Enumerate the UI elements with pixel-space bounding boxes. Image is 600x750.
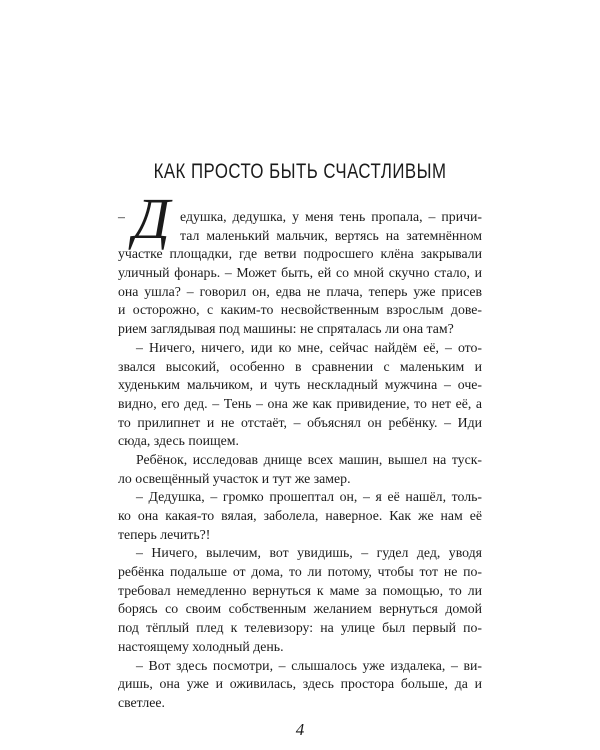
text-line: – Вот здесь посмотри, – слышалось уже издалека, – ви- [136, 657, 482, 673]
chapter-title: КАК ПРОСТО БЫТЬ СЧАСТЛИВЫМ [153, 160, 447, 183]
text-line: участке площадки, где ветви подросшего клёна закрывали [118, 246, 482, 262]
text-line: – Ничего, вылечим, вот увидишь, – гудел дед, уводя [136, 545, 482, 561]
text-line [118, 208, 482, 227]
text-line: и осторожно, с каким-то несвойственным взрослым дове- [118, 302, 482, 318]
opening-dash: – [118, 209, 125, 224]
text-line: уличный фонарь. – Может быть, ей со мной скучно стало, и [118, 265, 482, 281]
text-line: рием заглядывая под машины: не спряталась ли она там? [118, 321, 454, 337]
paragraph [118, 657, 482, 713]
text-line: Ребёнок, исследовав днище всех машин, вышел на туск- [136, 451, 482, 467]
text-line: видно, его дед. – Тень – она же как привидение, то нет её, а [118, 395, 482, 411]
text-line: ребёнка подальше от дома, то ли потому, чтобы тот не по- [118, 564, 482, 580]
paragraph [118, 339, 482, 451]
text-line: требовал немедленно вернуться к маме за помощью, то ли [118, 582, 482, 598]
text-line: сюда, здесь поищем. [118, 433, 239, 449]
paragraph [118, 451, 482, 488]
chapter-text [118, 186, 482, 713]
text-line: звался высокий, особенно в сравнении с маленьким и [118, 358, 482, 374]
paragraph [118, 544, 482, 656]
paragraph [118, 488, 482, 544]
text-line: – Дедушка, – громко прошептал он, – я её нашёл, толь- [136, 489, 482, 505]
paragraph [118, 186, 482, 339]
text-line: тал маленький мальчик, вертясь на затемнённом [180, 227, 482, 243]
text-line: дишь, она уже и оживилась, здесь простора больше, да и [118, 676, 482, 692]
drop-cap: Д [133, 186, 170, 251]
text-line: она ушла? – говорил он, едва не плача, теперь уже присев [118, 283, 482, 299]
text-line: под тёплый плед к телевизору: на улице был первый по- [118, 620, 482, 636]
text-line: – Ничего, ничего, иди ко мне, сейчас найдём её, – ото- [136, 339, 482, 355]
text-line: настоящему холодный день. [118, 638, 284, 654]
text-line: борясь со своим собственным желанием вернуться домой [118, 601, 482, 617]
chapter-heading [0, 159, 600, 187]
text-line: ко она какая-то вялая, заболела, наверное. Как же нам её [118, 508, 482, 523]
text-line-content: едушка, дедушка, у меня тень пропала, – причи- [180, 209, 482, 224]
text-line: худеньким мальчиком, и чуть нескладный мужчина – оче- [118, 377, 482, 393]
text-line: ло освещённый участок и тут же замер. [118, 470, 351, 486]
text-line: теперь лечить?! [118, 526, 211, 542]
page-number: 4 [295, 720, 305, 739]
text-line: светлее. [118, 694, 165, 710]
text-line: то прилипнет и не отстаёт, – объяснял он ребёнку. – Иди [118, 414, 482, 430]
